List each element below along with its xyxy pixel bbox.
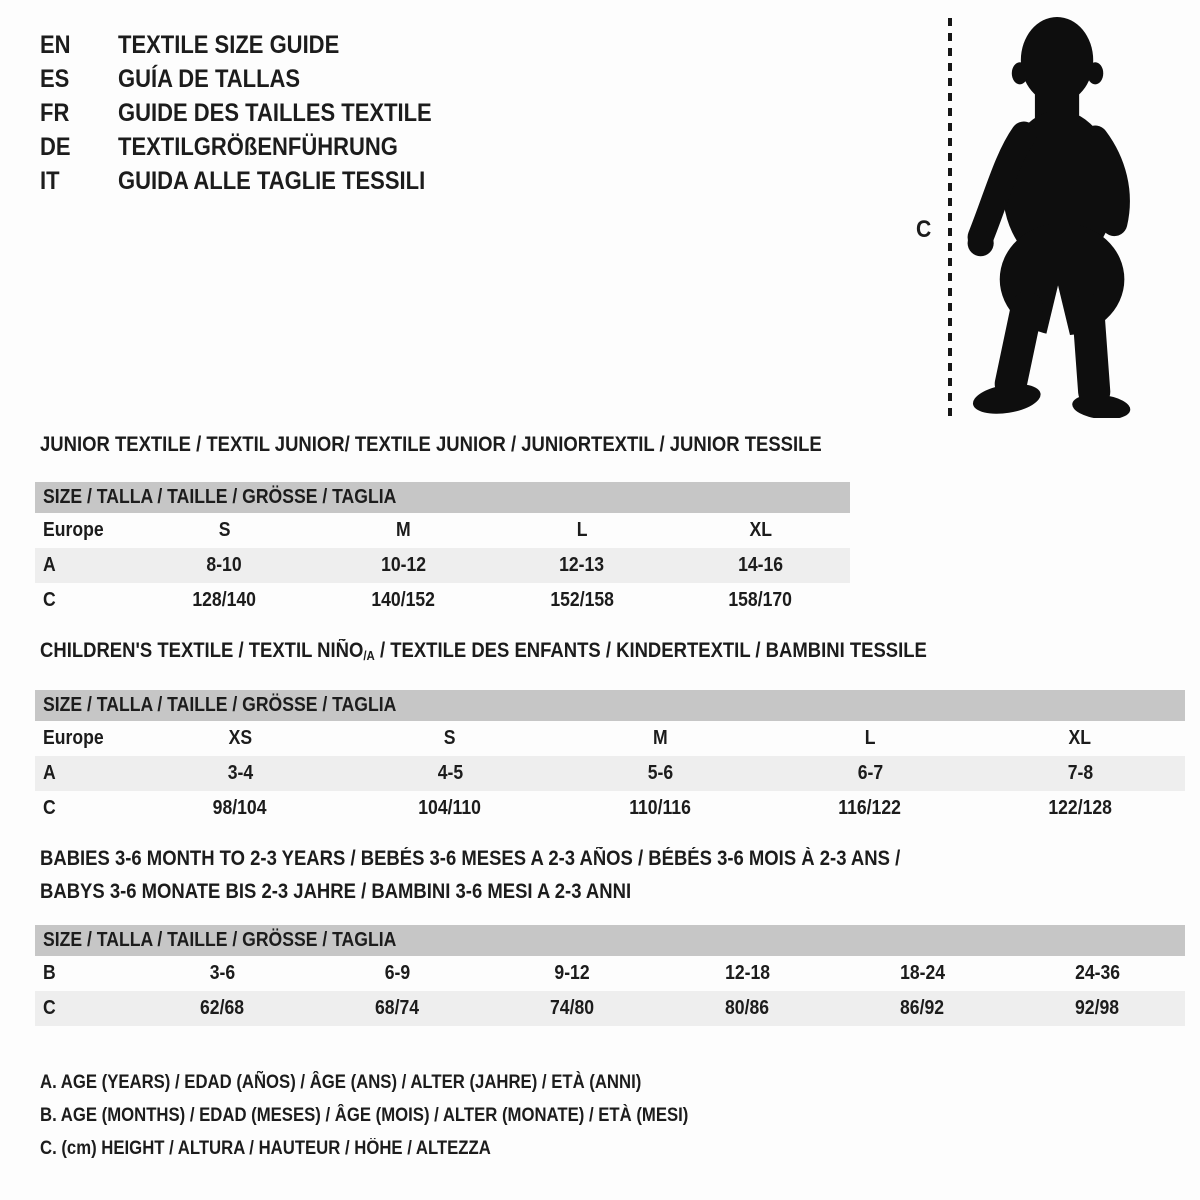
lang-title: GUIDE DES TAILLES TEXTILE [118, 98, 432, 127]
row-label-cell: C [43, 589, 56, 611]
baby-silhouette-icon [966, 16, 1138, 418]
lang-code: EN [40, 30, 71, 59]
table-row-europe [35, 721, 1185, 756]
table-cell: L [864, 727, 876, 749]
size-table-children [35, 690, 1185, 826]
table-cell: M [652, 727, 668, 749]
table-cell: S [444, 727, 456, 749]
table-row-age [35, 756, 1185, 791]
lang-code: DE [40, 132, 71, 161]
table-row-height [35, 791, 1185, 826]
height-figure [900, 14, 1160, 424]
table-row-height [35, 583, 850, 618]
size-header-label: SIZE / TALLA / TAILLE / GRÖSSE / TAGLIA [43, 486, 397, 508]
table-row-age-months [35, 956, 1185, 991]
row-label-cell: Europe [43, 519, 104, 541]
table-cell: 12-13 [559, 554, 605, 576]
table-cell: 86/92 [900, 997, 945, 1019]
table-cell: 104/110 [418, 797, 482, 819]
table-cell: 14-16 [738, 554, 784, 576]
table-cell: 6-7 [857, 762, 883, 784]
table-cell: 74/80 [550, 997, 595, 1019]
table-cell: 10-12 [380, 554, 426, 576]
size-table-babies [35, 925, 1185, 1026]
lang-row-fr [40, 96, 475, 130]
lang-title: TEXTILE SIZE GUIDE [118, 30, 340, 59]
table-cell: 24-36 [1074, 962, 1121, 984]
legend-line-b: B. AGE (MONTHS) / EDAD (MESES) / ÂGE (MOIS) / ALTER (MONATE) / ETÀ (MESI) [40, 1105, 689, 1126]
table-cell: 140/152 [371, 589, 435, 611]
table-cell: XL [1068, 727, 1092, 749]
table-cell: 5-6 [647, 762, 673, 784]
table-cell: XL [749, 519, 772, 541]
table-cell: L [576, 519, 588, 541]
table-cell: 152/158 [550, 589, 614, 611]
lang-code: IT [40, 166, 60, 195]
section-title-junior: JUNIOR TEXTILE / TEXTIL JUNIOR/ TEXTILE JUNIOR / JUNIORTEXTIL / JUNIOR TESSILE [40, 433, 822, 456]
row-label-cell: A [43, 554, 56, 576]
lang-title: TEXTILGRÖßENFÜHRUNG [118, 132, 398, 161]
table-cell: 3-4 [227, 762, 253, 784]
table-cell: 110/116 [629, 797, 691, 819]
table-row-europe [35, 513, 850, 548]
table-cell: 12-18 [724, 962, 771, 984]
height-dashed-line [948, 18, 952, 418]
lang-code: ES [40, 64, 70, 93]
language-title-block [40, 28, 475, 198]
row-label-cell: C [43, 797, 56, 819]
table-cell: 122/128 [1048, 797, 1112, 819]
lang-code: FR [40, 98, 70, 127]
lang-row-en [40, 28, 475, 62]
size-header-bar [35, 690, 1185, 721]
lang-row-it [40, 164, 475, 198]
table-cell: 98/104 [213, 797, 267, 819]
table-cell: 6-9 [384, 962, 411, 984]
table-cell: M [395, 519, 411, 541]
measure-label-c: C [916, 216, 932, 243]
section-title-children: CHILDREN'S TEXTILE / TEXTIL NIÑO/A / TEXTILE DES ENFANTS / KINDERTEXTIL / BAMBINI TESSILE [40, 639, 927, 663]
lang-row-de [40, 130, 475, 164]
table-cell: 3-6 [209, 962, 236, 984]
size-header-bar [35, 482, 850, 513]
row-label-cell: C [43, 997, 56, 1019]
size-header-bar [35, 925, 1185, 956]
table-cell: 8-10 [206, 554, 242, 576]
table-cell: 80/86 [725, 997, 770, 1019]
section-title-babies: BABIES 3-6 MONTH TO 2-3 YEARS / BEBÉS 3-6 MESES A 2-3 AÑOS / BÉBÉS 3-6 MOIS À 2-3 ANS / BABYS 3-6 MONATE BIS 2-3 JAHRE / BAMBINI 3-6 MESI A 2-3 ANNI [40, 847, 901, 903]
table-cell: 7-8 [1067, 762, 1093, 784]
row-label-cell: Europe [43, 727, 104, 749]
measure-legend [40, 1066, 777, 1165]
table-cell: 9-12 [554, 962, 591, 984]
table-cell: XS [228, 727, 252, 749]
table-row-age [35, 548, 850, 583]
size-table-junior [35, 482, 850, 618]
table-cell: 68/74 [375, 997, 420, 1019]
table-cell: 92/98 [1075, 997, 1120, 1019]
lang-row-es [40, 62, 475, 96]
table-cell: 158/170 [728, 589, 793, 611]
nino-a-subscript: /A [363, 648, 375, 663]
table-row-height [35, 991, 1185, 1026]
size-header-label: SIZE / TALLA / TAILLE / GRÖSSE / TAGLIA [43, 694, 397, 716]
table-cell: 18-24 [899, 962, 946, 984]
row-label-cell: B [43, 962, 56, 984]
table-cell: S [218, 519, 231, 541]
lang-title: GUIDA ALLE TAGLIE TESSILI [118, 166, 426, 195]
lang-title: GUÍA DE TALLAS [118, 64, 301, 93]
legend-line-a: A. AGE (YEARS) / EDAD (AÑOS) / ÂGE (ANS) / ALTER (JAHRE) / ETÀ (ANNI) [40, 1072, 642, 1093]
row-label-cell: A [43, 762, 56, 784]
table-cell: 116/122 [838, 797, 902, 819]
table-cell: 4-5 [437, 762, 463, 784]
table-cell: 62/68 [200, 997, 245, 1019]
table-cell: 128/140 [192, 589, 257, 611]
legend-line-c: C. (cm) HEIGHT / ALTURA / HAUTEUR / HÖHE / ALTEZZA [40, 1138, 491, 1159]
size-header-label: SIZE / TALLA / TAILLE / GRÖSSE / TAGLIA [43, 929, 397, 951]
